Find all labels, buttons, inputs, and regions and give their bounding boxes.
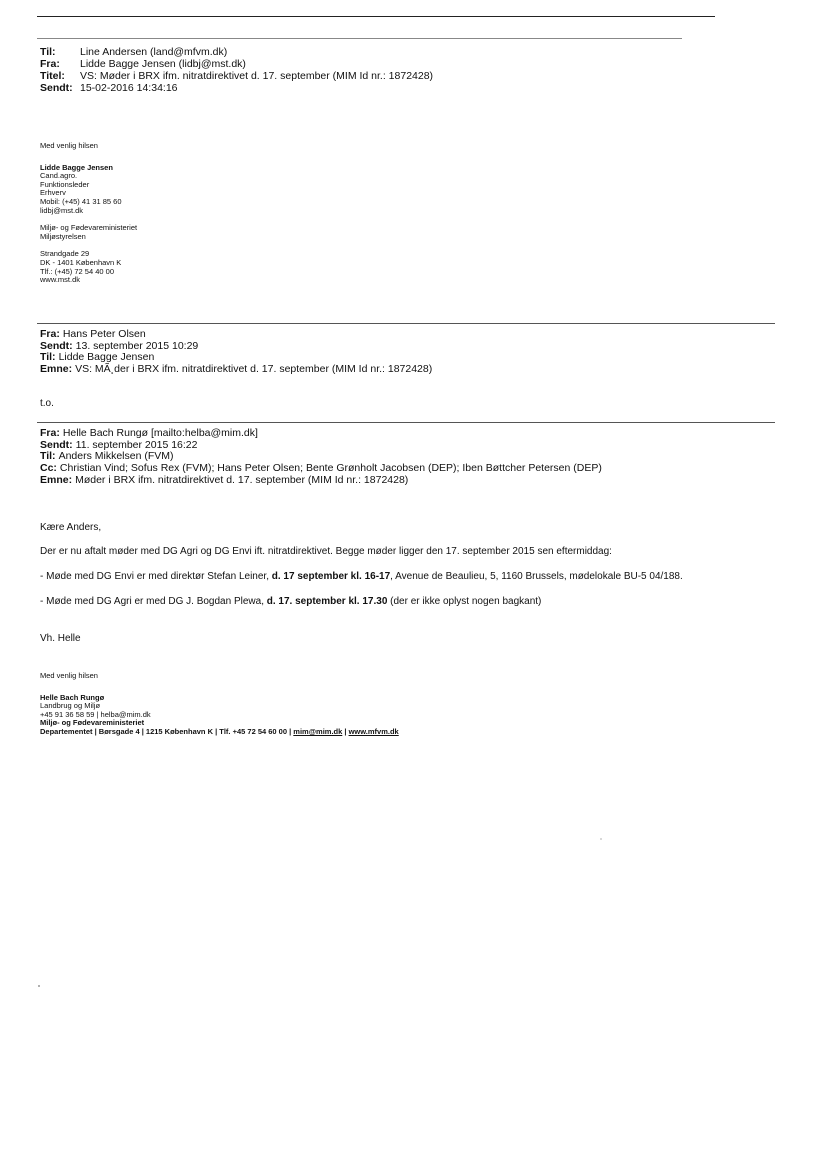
fwd1-body: t.o. (40, 398, 54, 409)
fwd1-subject-value: VS: MÃ¸der i BRX ifm. nitratdirektivet d. 17. september (MIM Id nr.: 1872428) (75, 363, 433, 376)
top-rule (37, 16, 715, 17)
fwd1-sent-value: 13. september 2015 10:29 (75, 339, 199, 352)
header-from-label: Fra: (40, 58, 60, 70)
fwd2-from-value: Helle Bach Rungø [mailto:helba@mim.dk] (62, 427, 258, 439)
fwd2-subject-label: Emne: (40, 473, 73, 486)
fwd1-sent-label: Sendt: (40, 339, 73, 352)
sig2-footer-email[interactable]: mim@mim.dk (293, 726, 343, 736)
sig2-greeting: Med venlig hilsen (40, 671, 98, 680)
sig1-line: Erhverv (40, 188, 66, 198)
header-rule (37, 38, 682, 39)
sig2-footer-web[interactable]: www.mfvm.dk (348, 726, 399, 736)
fwd2-subject-value: Møder i BRX ifm. nitratdirektivet d. 17. september (MIM Id nr.: 1872428) (75, 473, 409, 486)
header-to-row (40, 46, 433, 58)
sig2-name: Helle Bach Rungø (40, 692, 105, 702)
header-title-value: VS: Møder i BRX ifm. nitratdirektivet d. 17. september (MIM Id nr.: 1872428) (80, 70, 434, 82)
fwd1-subject-row (40, 364, 432, 376)
fwd1-from-value: Hans Peter Olsen (62, 328, 146, 340)
sig1-line: Funktionsleder (40, 179, 90, 189)
sig1-org: Miljø- og Fødevareministeriet (40, 223, 138, 233)
message-item-1: - Møde med DG Envi er med direktør Stefan Leiner, d. 17 september kl. 16-17, Avenue de Beaulieu, 5, 1160 Brussels, mødelokale BU-5 04/188. (40, 571, 683, 582)
item2-date: d. 17. september kl. 17.30 (266, 596, 388, 607)
fwd2-sent-value: 11. september 2015 16:22 (75, 438, 198, 451)
fwd1-to-value: Lidde Bagge Jensen (58, 351, 155, 364)
sig1-web[interactable]: www.mst.dk (40, 275, 81, 285)
sig2-dept: Landbrug og Miljø (40, 701, 101, 711)
sig1-org: Miljøstyrelsen (40, 231, 86, 241)
scan-speck (600, 838, 602, 840)
header-title-row (40, 70, 433, 82)
signature-1 (40, 142, 137, 285)
header-from-row (40, 58, 433, 70)
header-sent-label: Sendt: (40, 82, 73, 94)
fwd1-to-label: Til: (40, 351, 56, 364)
separator-rule-2 (37, 422, 775, 423)
sig1-address: Tlf.: (+45) 72 54 40 00 (40, 266, 115, 276)
message-intro: Der er nu aftalt møder med DG Agri og DG Envi ift. nitratdirektivet. Begge møder ligger den 17. september 2015 sen eftermiddag: (40, 546, 612, 557)
sig2-ministry: Miljø- og Fødevareministeriet (40, 718, 145, 728)
sig2-footer: Departementet | Børsgade 4 | 1215 København K | Tlf. +45 72 54 60 00 | mim@mim.dk | www.mfvm.dk (40, 726, 399, 736)
fwd2-sent-label: Sendt: (40, 438, 73, 451)
sig1-line: Cand.agro. (40, 171, 78, 181)
sig1-greeting: Med venlig hilsen (40, 141, 98, 150)
sig1-address: Strandgade 29 (40, 249, 90, 259)
message-item-2: - Møde med DG Agri er med DG J. Bogdan Plewa, d. 17. september kl. 17.30 (der er ikke oplyst nogen bagkant) (40, 596, 542, 607)
sig1-address: DK - 1401 København K (40, 257, 122, 267)
sig1-line: Mobil: (+45) 41 31 85 60 (40, 196, 122, 206)
fwd2-subject-row (40, 475, 602, 487)
separator-rule (37, 323, 775, 324)
scan-speck (38, 985, 40, 987)
header-sent-value: 15-02-2016 14:34:16 (80, 82, 178, 94)
header-sent-row (40, 82, 433, 94)
top-header (40, 46, 433, 94)
fwd2-cc-label: Cc: (40, 462, 57, 475)
sig1-email[interactable]: lidbj@mst.dk (40, 205, 84, 215)
fwd2-to-value: Anders Mikkelsen (FVM) (58, 450, 174, 463)
header-from-value: Lidde Bagge Jensen (lidbj@mst.dk) (80, 58, 246, 70)
message-closing: Vh. Helle (40, 633, 81, 644)
signature-2 (40, 672, 399, 737)
sig2-phone-line: +45 91 36 58 59 | helba@mim.dk (40, 709, 151, 719)
header-to-value: Line Andersen (land@mfvm.dk) (80, 46, 228, 58)
forward-1-header (40, 329, 432, 376)
sig2-email[interactable]: helba@mim.dk (100, 709, 151, 719)
header-to-label: Til: (40, 46, 56, 58)
fwd1-from-label: Fra: (40, 328, 60, 340)
fwd2-to-label: Til: (40, 450, 56, 463)
item1-date: d. 17 september kl. 16-17 (271, 571, 391, 582)
message-salutation: Kære Anders, (40, 522, 102, 533)
fwd2-cc-value: Christian Vind; Sofus Rex (FVM); Hans Peter Olsen; Bente Grønholt Jacobsen (DEP); Iben Bøttcher Petersen (DEP) (59, 462, 602, 475)
forward-2-header (40, 428, 602, 487)
fwd1-subject-label: Emne: (40, 363, 73, 376)
fwd2-from-label: Fra: (40, 427, 60, 439)
sig1-name: Lidde Bagge Jensen (40, 162, 113, 172)
header-title-label: Titel: (40, 70, 65, 82)
